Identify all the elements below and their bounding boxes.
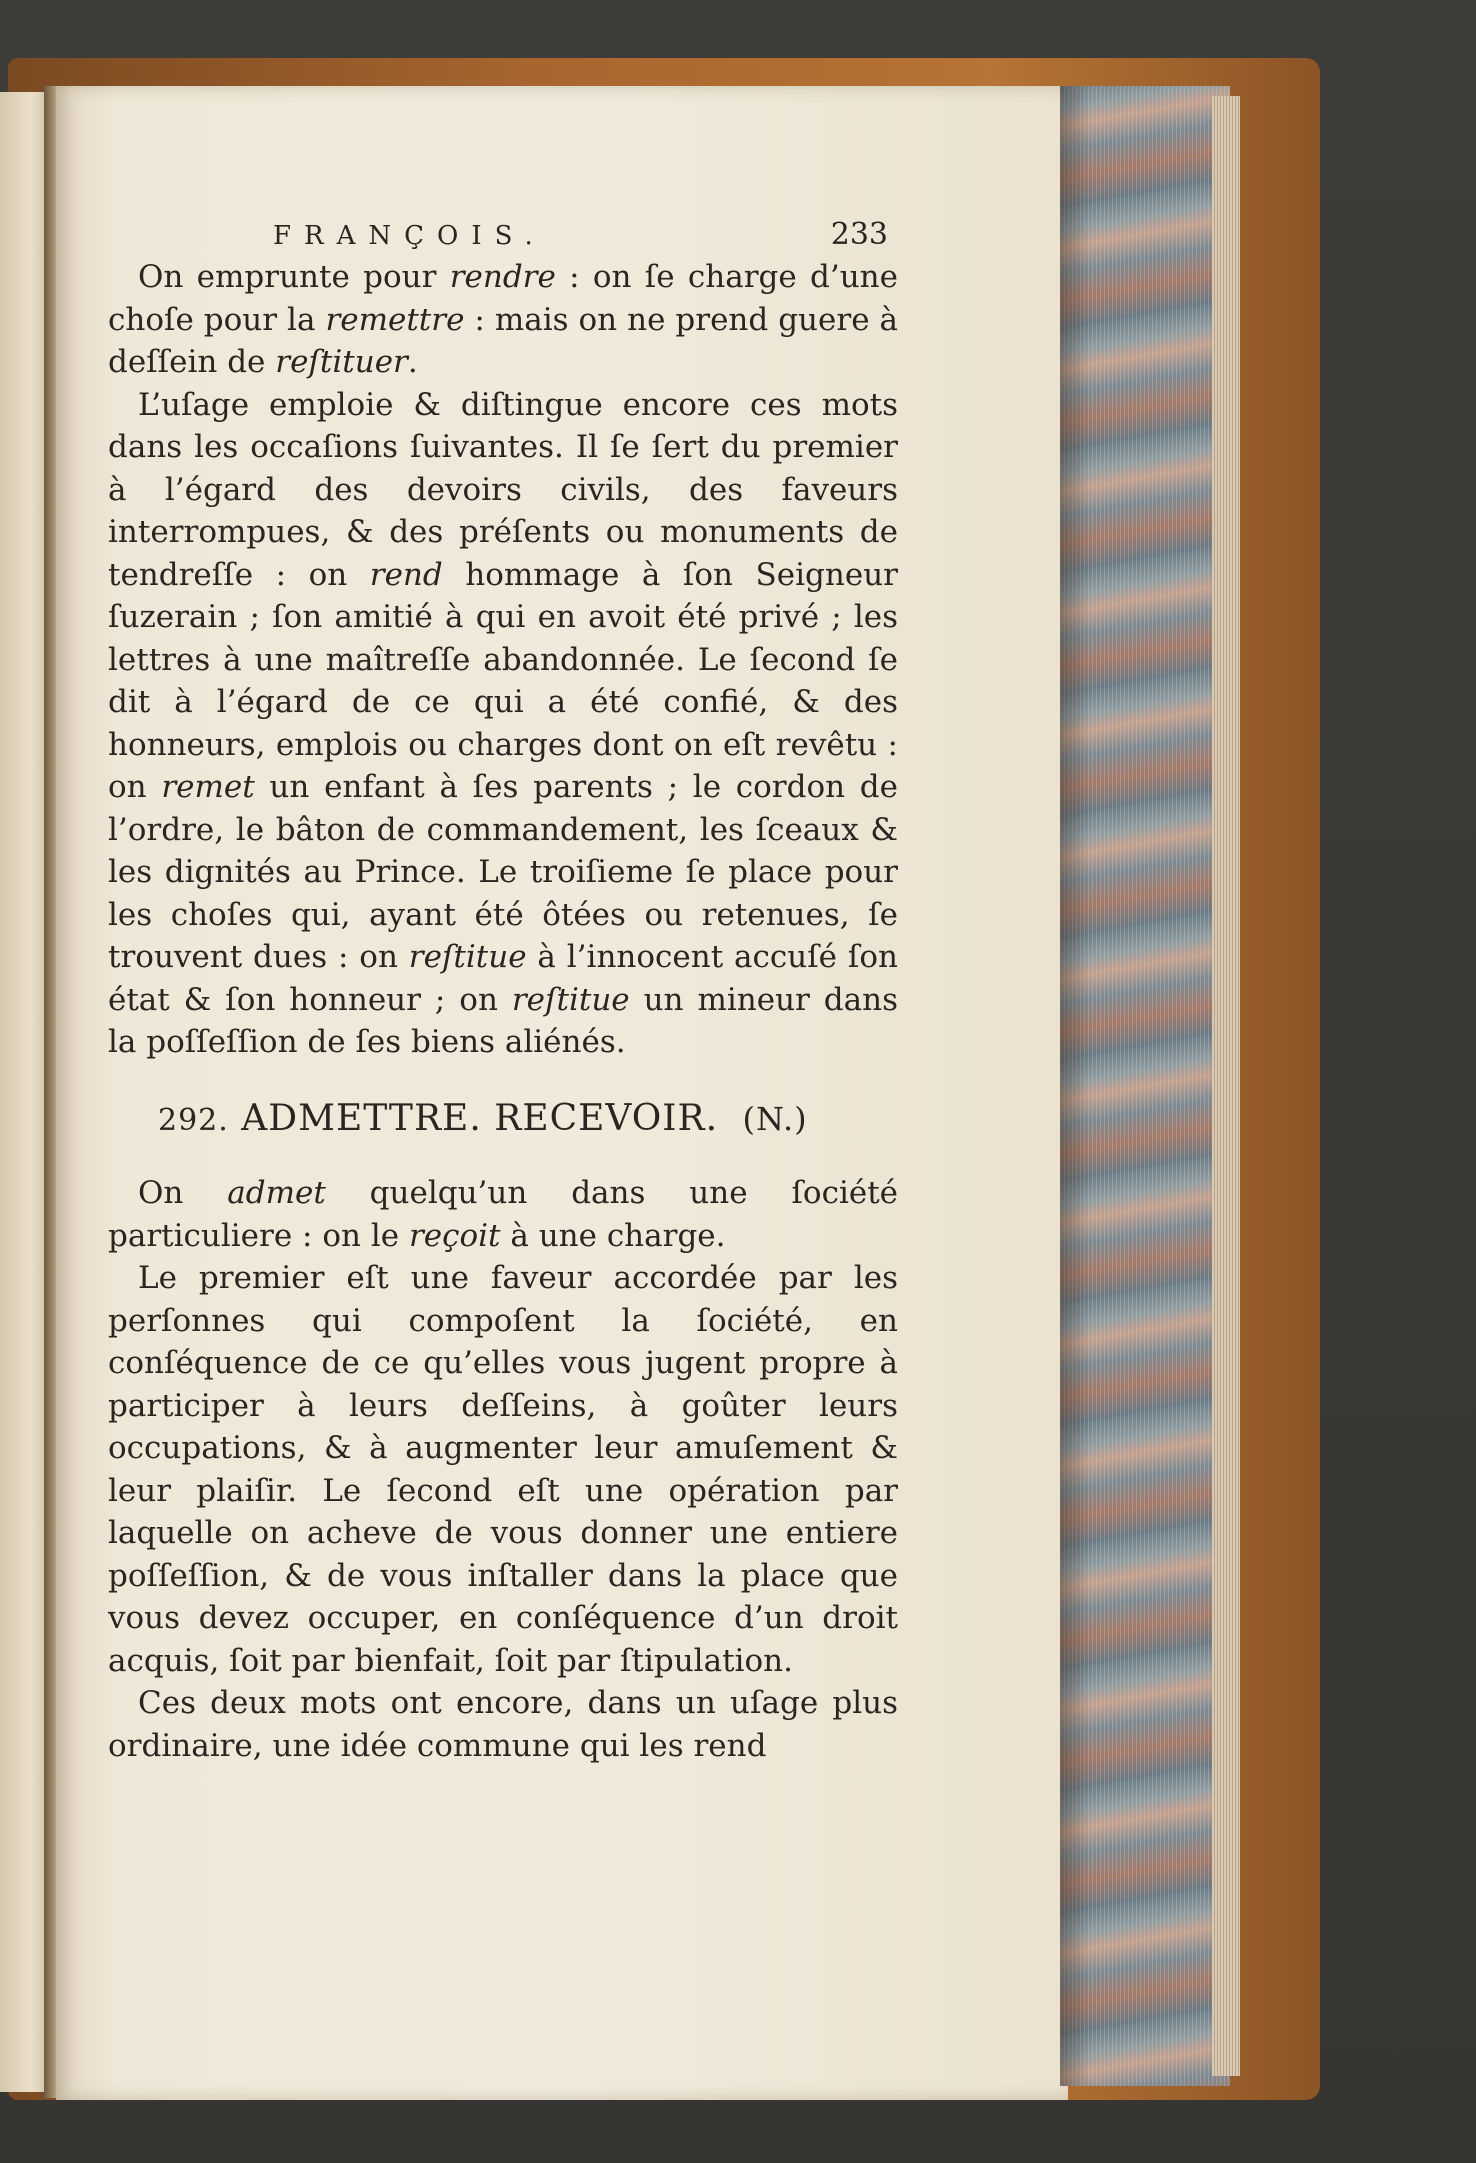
page-header [108, 215, 898, 256]
text-run: à une charge. [500, 1217, 726, 1254]
text-run: L’uſage emploie & diſtingue encore ces mots dans les occaſions ſuivantes. Il ſe ſert du premier à l’égard des devoirs civils, des faveurs interrompues, & des préſents ou monuments de tendreſſe : on [108, 386, 898, 593]
section-mark: (N.) [742, 1099, 808, 1138]
italic-term: remettre [325, 301, 465, 338]
page-number: 233 [830, 217, 888, 252]
italic-term: reſtitue [511, 981, 630, 1018]
paragraph [108, 1257, 898, 1682]
text-run: un enfant à ſes parents ; le cordon de l’ordre, le bâton de commandement, les ſceaux & les dignités au Prince. Le troiſieme ſe place pour les choſes qui, ayant été ôtées ou retenues, ſe trouvent dues : on [108, 769, 898, 975]
text-run: : mais on ne prend guere à deſſein de [108, 301, 898, 380]
text-run: un mineur dans la poſſeſſion de ſes biens aliénés. [108, 981, 898, 1060]
paragraphs-bottom [108, 1172, 898, 1767]
paragraph [108, 1682, 898, 1767]
paragraphs-top [108, 256, 898, 1064]
text-run: Ces deux mots ont encore, dans un uſage plus ordinaire, une idée commune qui les rend [108, 1685, 898, 1764]
italic-term: reçoit [408, 1217, 501, 1254]
paragraph [108, 384, 898, 1064]
section-number: 292. [158, 1102, 229, 1138]
italic-term: rend [369, 556, 443, 593]
page-text [108, 215, 898, 1767]
italic-term: admet [227, 1175, 326, 1211]
text-run: hommage à ſon Seigneur ſuzerain ; ſon amitié à qui en avoit été privé ; les lettres à une maîtreſſe abandonnée. Le ſecond ſe dit à l’égard de ce qui a été confié, & des honneurs, emplois ou charges dont on eſt revêtu : on [108, 556, 898, 805]
italic-term: reſtitue [408, 939, 527, 975]
text-run: : on ſe charge d’une choſe pour la [108, 259, 898, 338]
paragraph [108, 1172, 898, 1257]
italic-term: remet [161, 769, 255, 805]
running-head: FRANÇOIS. [273, 221, 546, 251]
section-heading [158, 1098, 898, 1143]
text-run: Le premier eſt une faveur accordée par les perſonnes qui compoſent la ſociété, en conſéquence de ce qu’elles vous jugent propre à participer à leurs deſſeins, à goûter leurs occupations, & à augmenter leur amuſement & leur plaiſir. Le ſecond eſt une opération par laquelle on acheve de vous donner une entiere poſſeſſion, & de vous inſtaller dans la place que vous devez occuper, en conſéquence d’un droit acquis, ſoit par bienfait, ſoit par ſtipulation. [108, 1260, 898, 1679]
section-title: ADMETTRE. RECEVOIR. [241, 1097, 719, 1139]
italic-term: reſtituer [275, 344, 408, 380]
text-run: . [407, 344, 418, 380]
text-run: On [138, 1175, 228, 1211]
text-run: à l’innocent accuſé ſon état & ſon honneur ; on [108, 939, 898, 1018]
page-edge-shadow [1060, 86, 1090, 2086]
italic-term: rendre [449, 259, 556, 295]
page-block-edge [1212, 96, 1240, 2076]
text-run: On emprunte pour [138, 259, 450, 295]
text-run: quelqu’un dans une ſociété particuliere : on le [108, 1175, 899, 1254]
paragraph [108, 256, 898, 384]
